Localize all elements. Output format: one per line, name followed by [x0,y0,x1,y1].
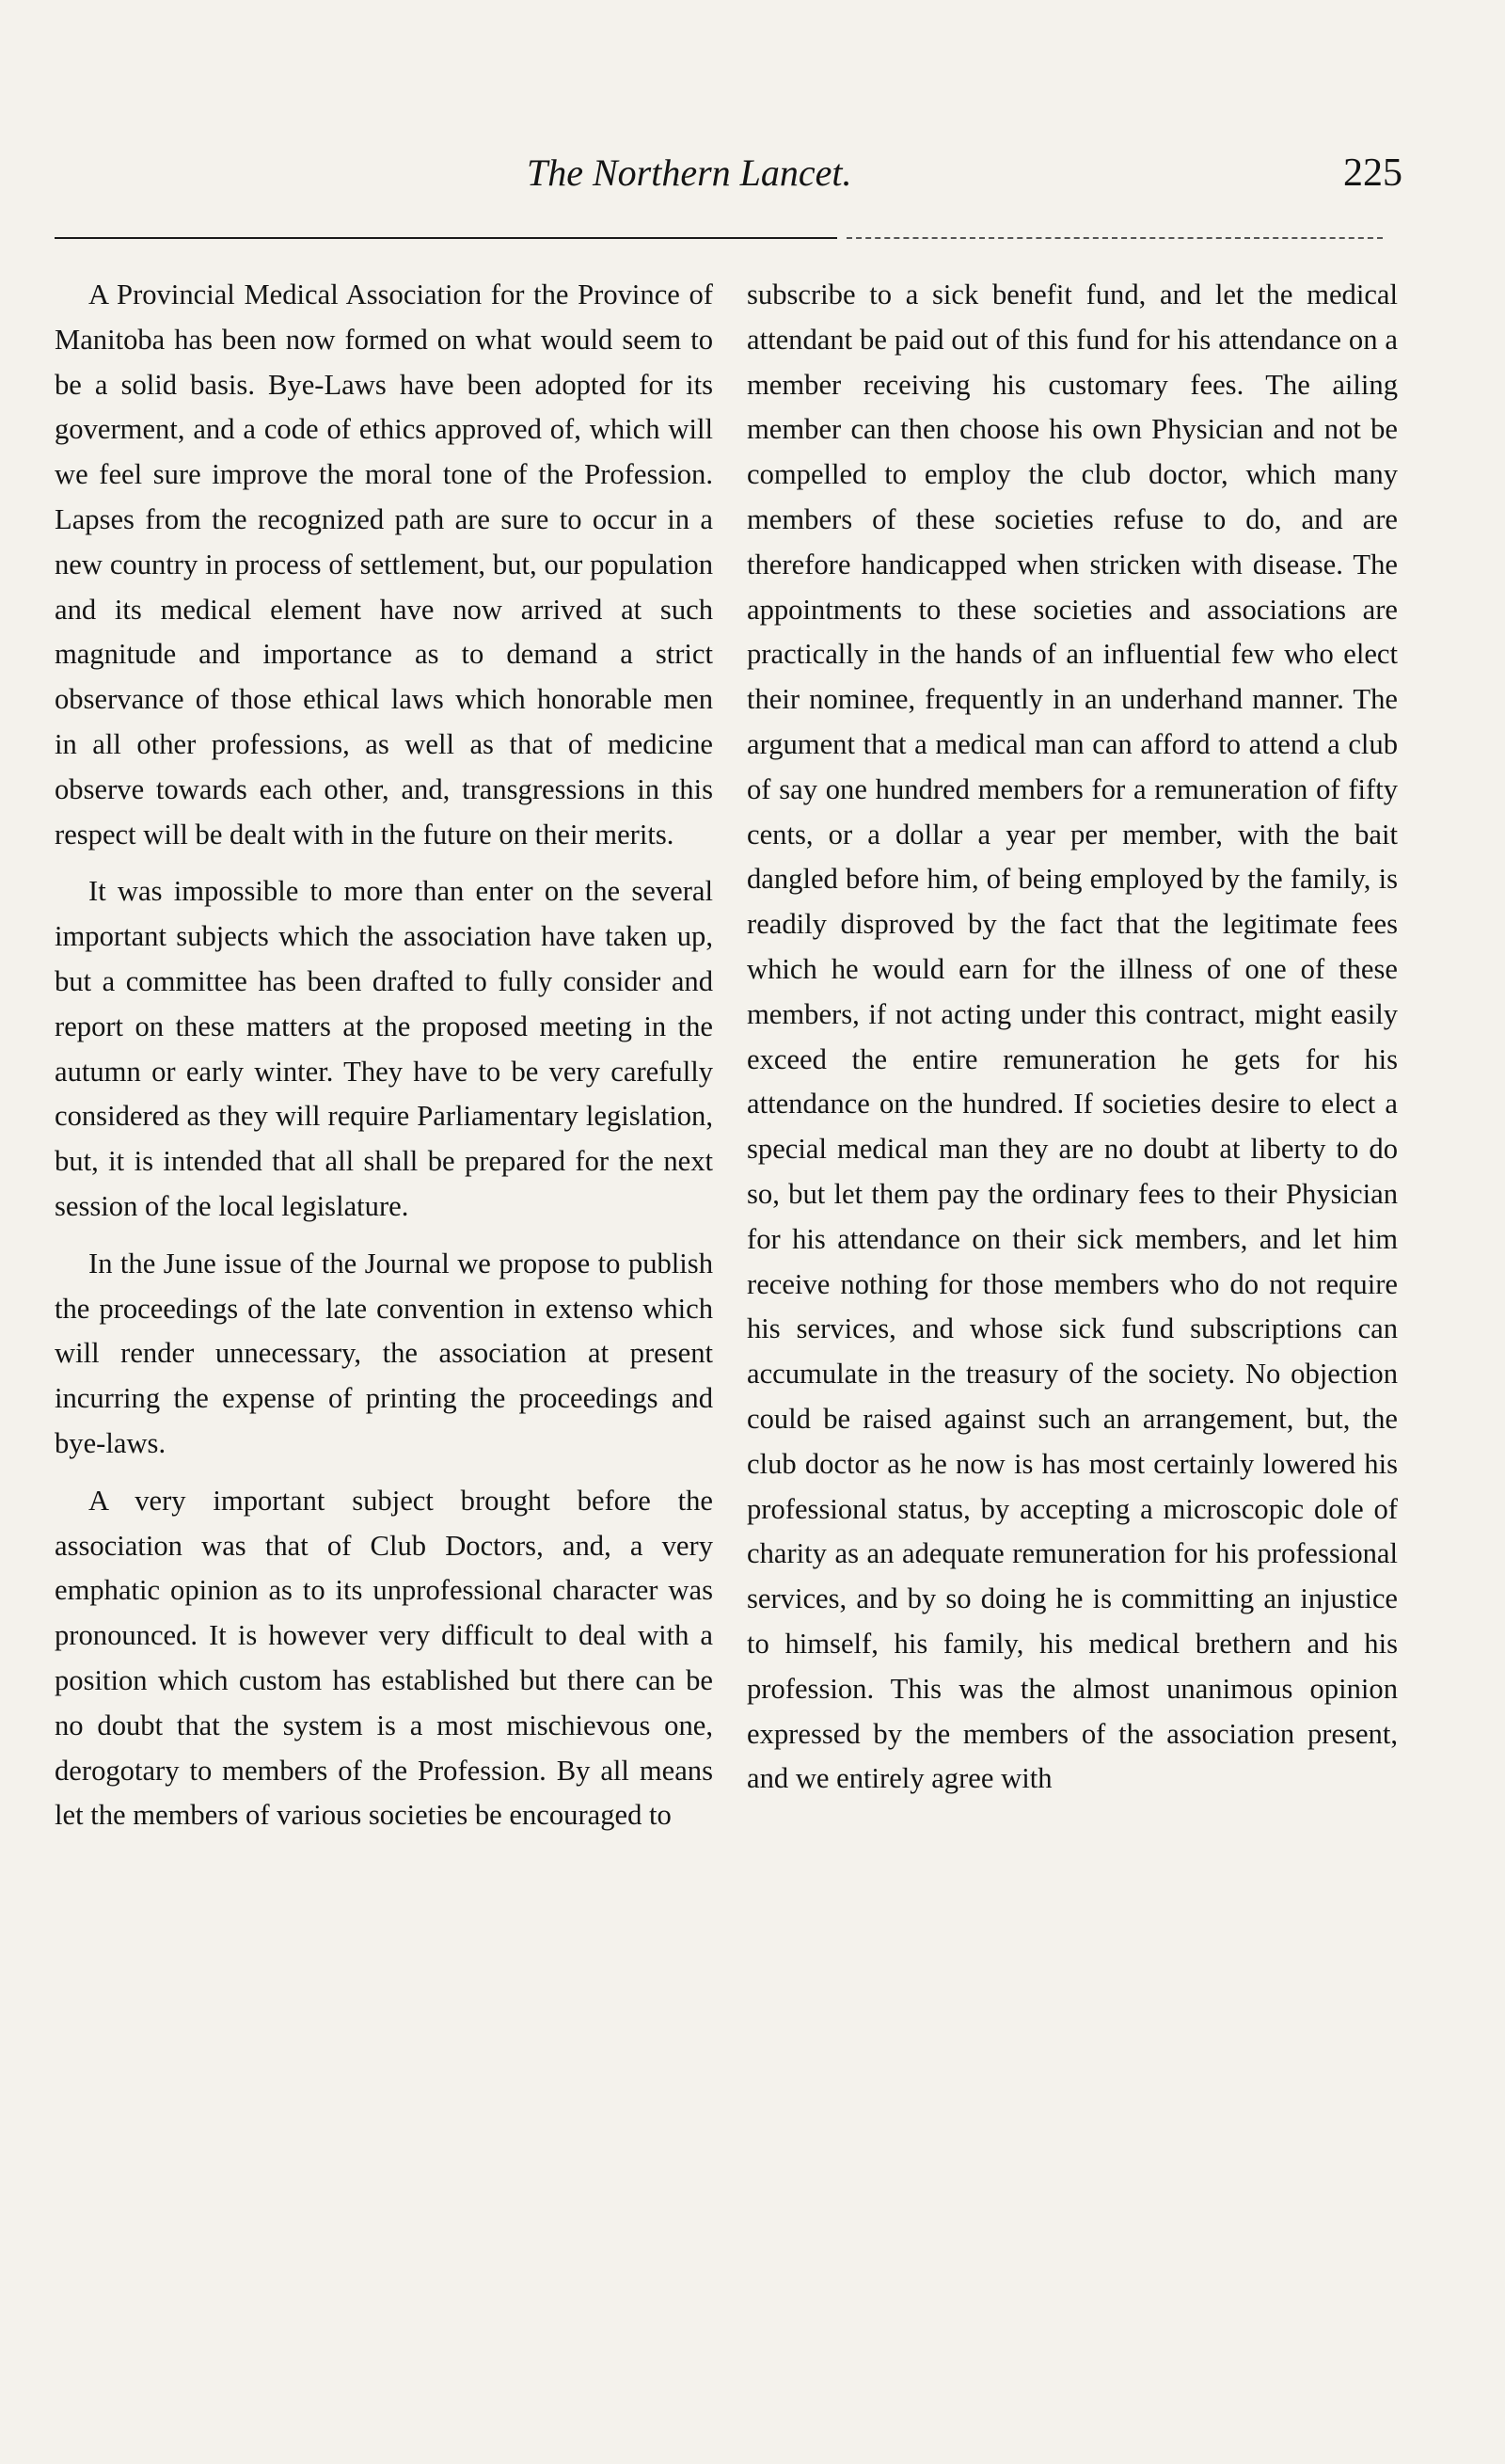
running-title: The Northern Lancet. [527,151,852,194]
paragraph: It was impossible to more than enter on the several important subjects which the association have taken up, but a committee has been drafted to fully consider and report on these matters at the proposed meeting in the autumn or early winter. They have to be very carefully considered as they will require Parliamentary legislation, but, it is intended that all shall be prepared for the next session of the local legislature. [55,875,713,1222]
paragraph-continued: subscribe to a sick benefit fund, and let the medical attendant be paid out of this fund for his attendance on a member receiving his customary fees. The ailing member can then choose his own Physician and not be compelled to employ the club doctor, which many members of these societies refuse to do, and are therefore handicapped when stricken with disease. The appointments to these societies and associations are practically in the hands of an influential few who elect their nominee, frequently in an underhand manner. The argument that a medical man can afford to attend a club of say one hundred members for a remuneration of fifty cents, or a dollar a year per member, with the bait dangled before him, of being employed by the family, is readily disproved by the fact that the legitimate fees which he would earn for the illness of one of these members, if not acting under this contract, might easily exceed the entire remuneration he gets for his attendance on the hundred. If societies desire to elect a special medical man they are no doubt at liberty to do so, but let them pay the ordinary fees to their Physician for his attendance on their sick members, and let him receive nothing for those members who do not require his services, and whose sick fund subscriptions can accumulate in the treasury of the society. No objection could be raised against such an arrangement, but, the club doctor as he now is has most certainly lowered his professional status, by accepting a microscopic dole of charity as an adequate remuneration for his professional services, and by so doing he is committing an injustice to himself, his family, his medical brethern and his profession. This was the almost unanimous opinion expressed by the members of the association present, and we entirely agree with [747,278,1398,1795]
paragraph: A Provincial Medical Association for the Province of Manitoba has been now formed on what would seem to be a solid basis. Bye-Laws have been adopted for its goverment, and a code of ethics approved of, which will we feel sure improve the moral tone of the Profession. Lapses from the recognized path are sure to occur in a new country in process of settlement, but, our population and its medical element have now arrived at such magnitude and importance as to demand a strict observance of those ethical laws which honorable men in all other professions, as well as that of medicine observe towards each other, and, transgressions in this respect will be dealt with in the future on their merits. [55,278,713,850]
page-header [0,151,1505,207]
header-rule [55,237,837,239]
page-number: 225 [1343,151,1402,195]
paragraph: A very important subject brought before the association was that of Club Doctors, and, a very emphatic opinion as to its unprofessional character was pronounced. It is however very difficult to deal with a position which custom has established but there can be no doubt that the system is a most mischievous one, derogotary to members of the Profession. By all means let the members of various societies be encouraged to [55,1484,713,1832]
header-rule-dashed [847,237,1383,239]
paragraph: In the June issue of the Journal we propose to publish the proceedings of the late convention in extenso which will render unnecessary, the association at present incurring the expense of printing the proceedings and bye-laws. [55,1247,713,1459]
right-column [747,273,1398,1814]
left-column [55,273,713,1851]
